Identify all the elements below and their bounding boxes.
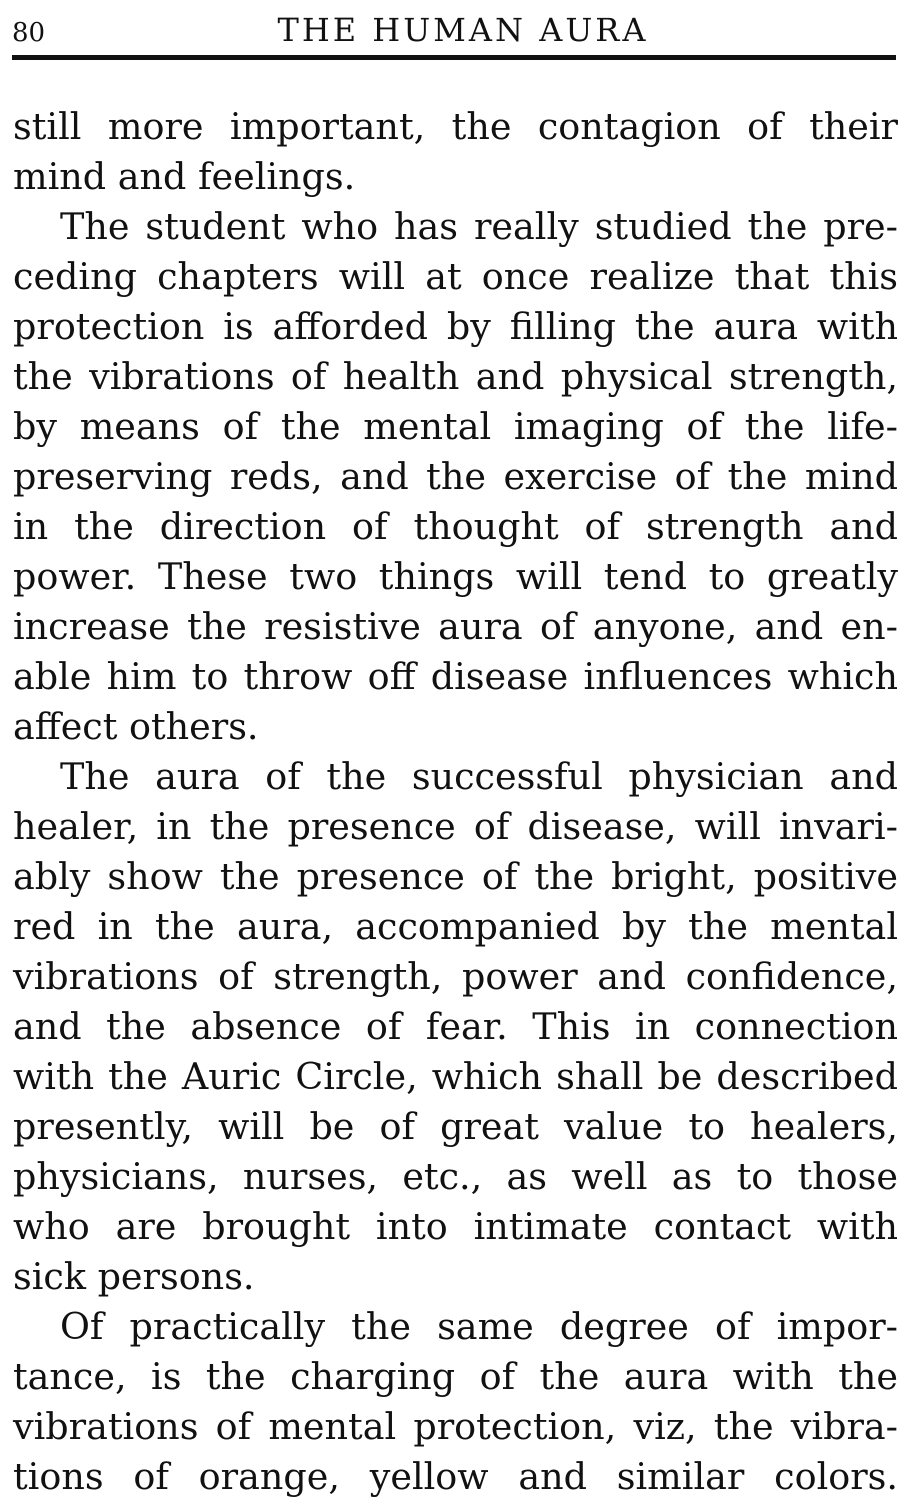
text-line: who are brought into intimate contact with	[13, 1205, 898, 1248]
text-line: vibrations of strength, power and confidence,	[13, 955, 898, 998]
text-line: Of practically the same degree of impor-	[60, 1305, 898, 1348]
text-line: with the Auric Circle, which shall be described	[13, 1055, 898, 1098]
text-line: and the absence of fear. This in connection	[13, 1005, 898, 1048]
text-line: The student who has really studied the pre-	[60, 205, 898, 248]
text-line: physicians, nurses, etc., as well as to those	[13, 1155, 898, 1198]
text-line: ably show the presence of the bright, positive	[13, 855, 898, 898]
header-rule	[12, 55, 896, 60]
text-line: mind and feelings.	[13, 155, 356, 198]
text-line: in the direction of thought of strength and	[13, 505, 898, 548]
text-line: sick persons.	[13, 1255, 255, 1298]
text-line: tance, is the charging of the aura with the	[13, 1355, 898, 1398]
text-line: red in the aura, accompanied by the mental	[13, 905, 898, 948]
running-title: THE HUMAN AURA	[277, 11, 649, 49]
text-line: preserving reds, and the exercise of the mind	[13, 455, 898, 498]
text-line: ceding chapters will at once realize that this	[13, 255, 898, 298]
text-line: protection is afforded by filling the aura with	[13, 305, 898, 348]
text-line: power. These two things will tend to greatly	[13, 555, 898, 598]
text-line: increase the resistive aura of anyone, and en-	[13, 605, 898, 648]
text-line: able him to throw off disease influences which	[13, 655, 898, 698]
text-line: still more important, the contagion of their	[13, 105, 898, 148]
running-head	[12, 10, 900, 50]
text-line: by means of the mental imaging of the life-	[13, 405, 898, 448]
body-text	[13, 102, 898, 1502]
text-line: The aura of the successful physician and	[60, 755, 898, 798]
text-line: tions of orange, yellow and similar colors.	[13, 1455, 898, 1498]
text-line: healer, in the presence of disease, will invari-	[13, 805, 898, 848]
text-line: the vibrations of health and physical strength,	[13, 355, 898, 398]
page-number: 80	[12, 18, 46, 48]
text-line: vibrations of mental protection, viz, the vibra-	[13, 1405, 898, 1448]
text-line: presently, will be of great value to healers,	[13, 1105, 898, 1148]
text-line: affect others.	[13, 705, 259, 748]
